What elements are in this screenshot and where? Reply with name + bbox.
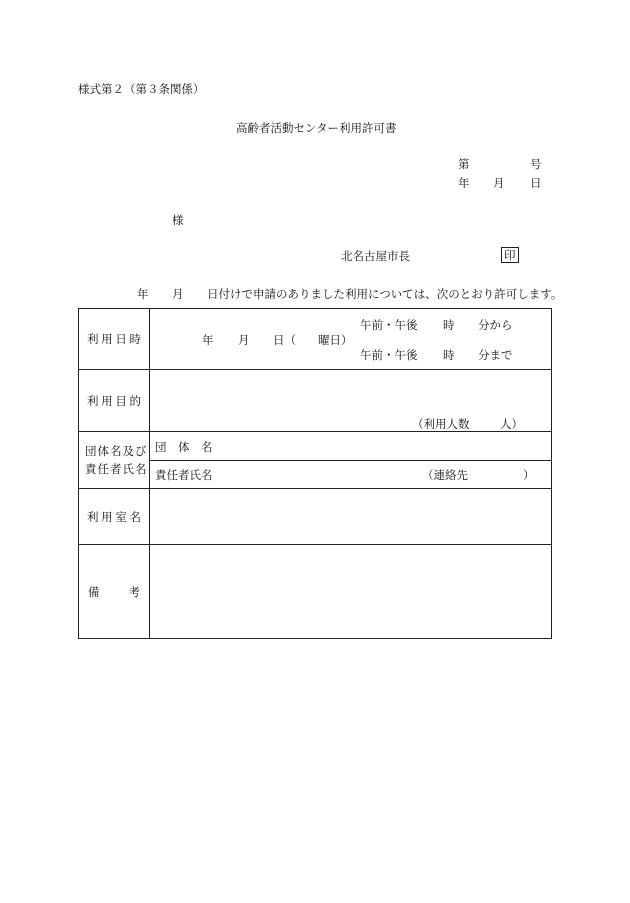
hour-end: 時 <box>443 348 455 362</box>
minute-from: 分から <box>478 318 513 332</box>
date-year: 年 <box>458 176 470 190</box>
usage-day: 日（ <box>273 333 296 347</box>
issuer: 北名古屋市長 <box>341 249 410 263</box>
row-room-name <box>79 489 552 545</box>
group-name-label: 団 体 名 <box>155 440 213 454</box>
statement-year: 年 <box>137 287 149 301</box>
responsible-person-field[interactable] <box>150 461 552 489</box>
number-go: 号 <box>530 157 542 171</box>
row-remarks <box>79 545 552 639</box>
users-count-close: 人） <box>500 417 523 431</box>
responsible-person-label: 責任者氏名 <box>155 468 213 482</box>
room-name-field[interactable] <box>150 489 552 545</box>
date-month: 月 <box>493 176 505 190</box>
row-responsible-person <box>79 461 552 489</box>
statement-month: 月 <box>172 287 184 301</box>
contact-close: ） <box>523 468 535 482</box>
addressee-suffix: 様 <box>172 213 184 227</box>
usage-datetime-field[interactable] <box>150 309 552 370</box>
ampm-start: 午前・午後 <box>360 318 418 332</box>
label-remarks: 備 考 <box>79 545 150 639</box>
hour-start: 時 <box>443 318 455 332</box>
usage-month: 月 <box>238 333 250 347</box>
seal-mark: 印 <box>501 247 519 263</box>
label-room-name: 利 用 室 名 <box>79 489 150 545</box>
document-title: 高齢者活動センター利用許可書 <box>236 121 397 135</box>
group-name-field[interactable] <box>150 432 552 461</box>
permit-table <box>78 308 552 639</box>
contact-open: （連絡先 <box>422 468 468 482</box>
usage-weekday: 曜日） <box>318 333 353 347</box>
usage-purpose-field[interactable] <box>150 370 552 432</box>
row-usage-datetime <box>79 309 552 370</box>
ampm-end: 午前・午後 <box>360 348 418 362</box>
date-day: 日 <box>530 176 542 190</box>
minute-to: 分まで <box>478 348 513 362</box>
usage-year: 年 <box>202 333 214 347</box>
label-usage-datetime: 利 用 日 時 <box>79 309 150 370</box>
users-count-open: （利用人数 <box>412 417 470 431</box>
number-dai: 第 <box>458 157 470 171</box>
row-group-name <box>79 432 552 461</box>
form-id: 様式第２（第３条関係） <box>78 82 205 96</box>
statement-text: 日付けで申請のありました利用については、次のとおり許可します。 <box>207 287 563 301</box>
row-usage-purpose <box>79 370 552 432</box>
label-usage-purpose: 利 用 目 的 <box>79 370 150 432</box>
remarks-field[interactable] <box>150 545 552 639</box>
label-group-and-responsible: 団体名及び 責任者氏名 <box>79 432 150 489</box>
